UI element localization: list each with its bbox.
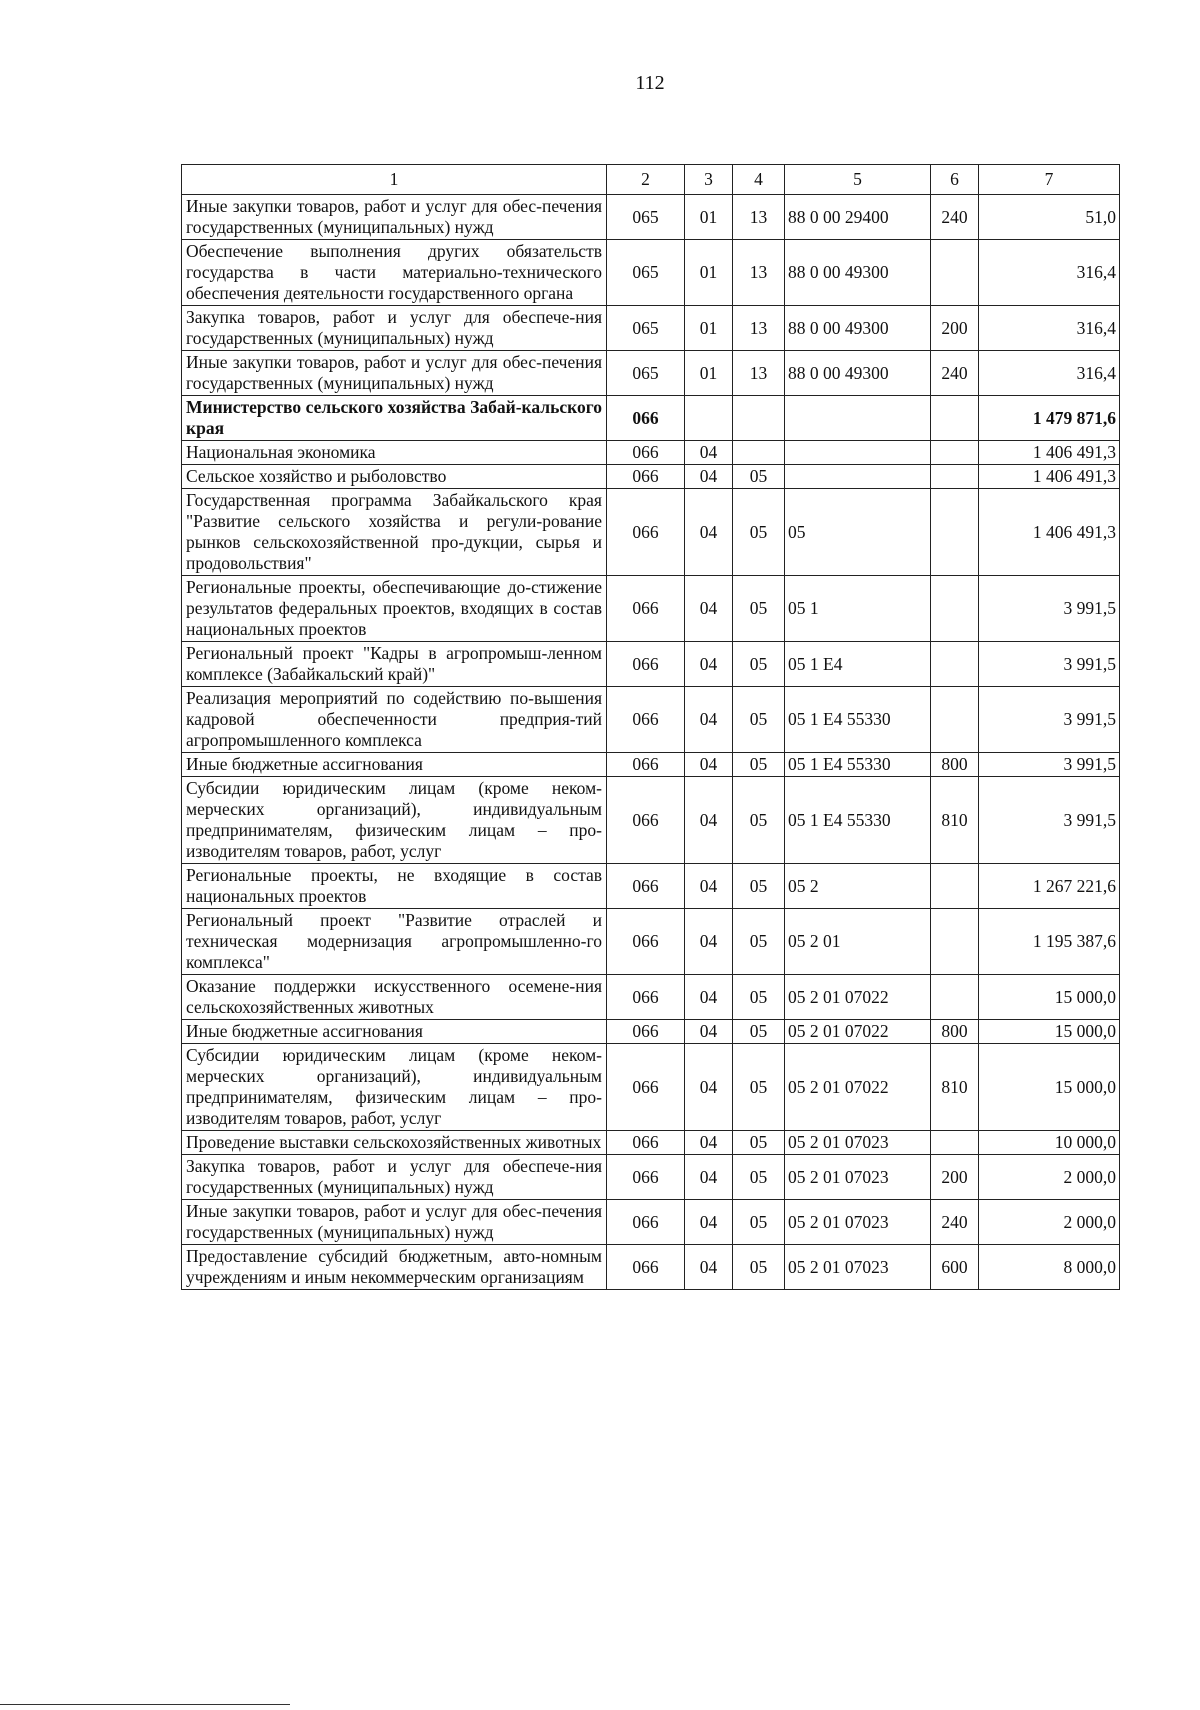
row-target-article-cell [785, 396, 931, 441]
row-amount-cell: 1 406 491,3 [979, 465, 1120, 489]
table-row [182, 1200, 1120, 1245]
row-amount-cell: 1 406 491,3 [979, 489, 1120, 576]
row-target-article-cell: 88 0 00 49300 [785, 351, 931, 396]
row-code-cell: 066 [607, 396, 685, 441]
row-amount-cell: 316,4 [979, 306, 1120, 351]
row-subsection-cell: 05 [733, 687, 785, 753]
row-expense-type-cell: 200 [931, 1155, 979, 1200]
row-amount-cell: 2 000,0 [979, 1200, 1120, 1245]
row-code-cell: 066 [607, 864, 685, 909]
row-subsection-cell: 05 [733, 489, 785, 576]
row-code-cell: 065 [607, 195, 685, 240]
table-row [182, 1044, 1120, 1131]
row-expense-type-cell: 240 [931, 1200, 979, 1245]
row-amount-cell: 15 000,0 [979, 1044, 1120, 1131]
row-code-cell: 066 [607, 777, 685, 864]
row-subsection-cell: 05 [733, 642, 785, 687]
row-expense-type-cell [931, 396, 979, 441]
row-target-article-cell: 05 1 [785, 576, 931, 642]
row-name-cell: Иные закупки товаров, работ и услуг для обес-печения государственных (муниципальных) нужд [182, 351, 607, 396]
row-subsection-cell: 13 [733, 240, 785, 306]
row-amount-cell: 1 406 491,3 [979, 441, 1120, 465]
row-subsection-cell: 05 [733, 1020, 785, 1044]
header-cell-2: 2 [607, 165, 685, 195]
row-amount-cell: 316,4 [979, 240, 1120, 306]
row-code-cell: 066 [607, 576, 685, 642]
row-section-cell [685, 396, 733, 441]
row-section-cell: 04 [685, 576, 733, 642]
header-cell-5: 5 [785, 165, 931, 195]
row-target-article-cell: 05 2 01 07023 [785, 1245, 931, 1290]
row-name-cell: Закупка товаров, работ и услуг для обеспече-ния государственных (муниципальных) нужд [182, 306, 607, 351]
row-target-article-cell: 05 2 01 07023 [785, 1200, 931, 1245]
table-row [182, 195, 1120, 240]
row-subsection-cell: 05 [733, 777, 785, 864]
row-name-cell: Субсидии юридическим лицам (кроме неком-мерческих организаций), индивидуальным предпринимателям, физическим лицам – про-изводителям товаров, работ, услуг [182, 1044, 607, 1131]
row-target-article-cell: 05 2 01 07022 [785, 975, 931, 1020]
row-expense-type-cell: 800 [931, 753, 979, 777]
row-target-article-cell: 05 2 01 07023 [785, 1155, 931, 1200]
row-expense-type-cell: 240 [931, 195, 979, 240]
row-expense-type-cell [931, 975, 979, 1020]
row-name-cell: Государственная программа Забайкальского края "Развитие сельского хозяйства и регули-рование рынков сельскохозяйственной про-дукции, сырья и продовольствия" [182, 489, 607, 576]
row-amount-cell: 3 991,5 [979, 753, 1120, 777]
row-code-cell: 066 [607, 753, 685, 777]
row-name-cell: Проведение выставки сельскохозяйственных животных [182, 1131, 607, 1155]
row-code-cell: 066 [607, 1044, 685, 1131]
row-expense-type-cell [931, 465, 979, 489]
row-amount-cell: 8 000,0 [979, 1245, 1120, 1290]
table-row [182, 1020, 1120, 1044]
row-subsection-cell: 05 [733, 1131, 785, 1155]
row-name-cell: Региональные проекты, обеспечивающие до-стижение результатов федеральных проектов, входящих в состав национальных проектов [182, 576, 607, 642]
row-section-cell: 01 [685, 306, 733, 351]
table-row [182, 1155, 1120, 1200]
row-expense-type-cell [931, 864, 979, 909]
table-row [182, 1245, 1120, 1290]
row-subsection-cell: 13 [733, 306, 785, 351]
table-header-row [182, 165, 1120, 195]
row-code-cell: 066 [607, 441, 685, 465]
row-name-cell: Закупка товаров, работ и услуг для обеспече-ния государственных (муниципальных) нужд [182, 1155, 607, 1200]
row-code-cell: 066 [607, 1245, 685, 1290]
row-section-cell: 04 [685, 441, 733, 465]
row-name-cell: Иные закупки товаров, работ и услуг для обес-печения государственных (муниципальных) нужд [182, 1200, 607, 1245]
table-row [182, 753, 1120, 777]
row-section-cell: 04 [685, 1131, 733, 1155]
row-expense-type-cell [931, 441, 979, 465]
header-cell-7: 7 [979, 165, 1120, 195]
table-row [182, 909, 1120, 975]
table-row [182, 465, 1120, 489]
row-expense-type-cell: 240 [931, 351, 979, 396]
table-row [182, 306, 1120, 351]
row-code-cell: 066 [607, 1020, 685, 1044]
row-name-cell: Субсидии юридическим лицам (кроме неком-мерческих организаций), индивидуальным предпринимателям, физическим лицам – про-изводителям товаров, работ, услуг [182, 777, 607, 864]
row-expense-type-cell: 810 [931, 777, 979, 864]
row-subsection-cell: 05 [733, 1200, 785, 1245]
row-amount-cell: 2 000,0 [979, 1155, 1120, 1200]
row-section-cell: 04 [685, 975, 733, 1020]
row-amount-cell: 1 479 871,6 [979, 396, 1120, 441]
row-subsection-cell: 05 [733, 1245, 785, 1290]
row-code-cell: 066 [607, 1200, 685, 1245]
table-row [182, 975, 1120, 1020]
row-amount-cell: 1 195 387,6 [979, 909, 1120, 975]
row-subsection-cell [733, 396, 785, 441]
row-target-article-cell: 05 1 Е4 [785, 642, 931, 687]
table-row [182, 240, 1120, 306]
row-amount-cell: 316,4 [979, 351, 1120, 396]
row-amount-cell: 3 991,5 [979, 642, 1120, 687]
row-code-cell: 066 [607, 465, 685, 489]
row-name-cell: Предоставление субсидий бюджетным, авто-номным учреждениям и иным некоммерческим организациям [182, 1245, 607, 1290]
row-name-cell: Региональные проекты, не входящие в состав национальных проектов [182, 864, 607, 909]
row-section-cell: 01 [685, 351, 733, 396]
row-target-article-cell: 05 2 01 07022 [785, 1044, 931, 1131]
row-target-article-cell: 05 [785, 489, 931, 576]
row-amount-cell: 10 000,0 [979, 1131, 1120, 1155]
row-name-cell: Иные закупки товаров, работ и услуг для обес-печения государственных (муниципальных) нужд [182, 195, 607, 240]
row-section-cell: 04 [685, 1245, 733, 1290]
row-expense-type-cell: 810 [931, 1044, 979, 1131]
row-name-cell: Обеспечение выполнения других обязательств государства в части материально-технического обеспечения деятельности государственного органа [182, 240, 607, 306]
row-section-cell: 04 [685, 777, 733, 864]
row-expense-type-cell: 200 [931, 306, 979, 351]
row-code-cell: 066 [607, 489, 685, 576]
row-target-article-cell: 05 1 Е4 55330 [785, 777, 931, 864]
row-expense-type-cell [931, 687, 979, 753]
row-name-cell: Региональный проект "Развитие отраслей и техническая модернизация агропромышленно-го комплекса" [182, 909, 607, 975]
row-expense-type-cell: 600 [931, 1245, 979, 1290]
row-expense-type-cell [931, 642, 979, 687]
row-section-cell: 01 [685, 195, 733, 240]
table-row [182, 441, 1120, 465]
header-cell-6: 6 [931, 165, 979, 195]
row-code-cell: 065 [607, 351, 685, 396]
row-code-cell: 065 [607, 240, 685, 306]
row-amount-cell: 3 991,5 [979, 777, 1120, 864]
table-row [182, 777, 1120, 864]
row-amount-cell: 51,0 [979, 195, 1120, 240]
table-row [182, 396, 1120, 441]
row-section-cell: 04 [685, 909, 733, 975]
row-subsection-cell: 05 [733, 909, 785, 975]
page-number: 112 [635, 72, 665, 94]
row-name-cell: Министерство сельского хозяйства Забай-кальского края [182, 396, 607, 441]
row-section-cell: 01 [685, 240, 733, 306]
row-name-cell: Иные бюджетные ассигнования [182, 1020, 607, 1044]
row-section-cell: 04 [685, 465, 733, 489]
footer-rule [0, 1704, 290, 1705]
row-expense-type-cell: 800 [931, 1020, 979, 1044]
row-subsection-cell: 05 [733, 465, 785, 489]
row-amount-cell: 3 991,5 [979, 576, 1120, 642]
row-section-cell: 04 [685, 1155, 733, 1200]
row-section-cell: 04 [685, 687, 733, 753]
row-name-cell: Сельское хозяйство и рыболовство [182, 465, 607, 489]
row-name-cell: Реализация мероприятий по содействию по-вышения кадровой обеспеченности предприя-тий агропромышленного комплекса [182, 687, 607, 753]
row-amount-cell: 1 267 221,6 [979, 864, 1120, 909]
row-section-cell: 04 [685, 1200, 733, 1245]
row-target-article-cell: 05 2 01 07023 [785, 1131, 931, 1155]
row-subsection-cell: 05 [733, 1044, 785, 1131]
header-cell-1: 1 [182, 165, 607, 195]
header-cell-4: 4 [733, 165, 785, 195]
row-name-cell: Региональный проект "Кадры в агропромыш-ленном комплексе (Забайкальский край)" [182, 642, 607, 687]
row-subsection-cell: 13 [733, 351, 785, 396]
table-row [182, 687, 1120, 753]
table-row [182, 351, 1120, 396]
row-expense-type-cell [931, 240, 979, 306]
table-row [182, 1131, 1120, 1155]
row-code-cell: 066 [607, 1155, 685, 1200]
row-expense-type-cell [931, 489, 979, 576]
header-cell-3: 3 [685, 165, 733, 195]
table-row [182, 864, 1120, 909]
row-target-article-cell: 05 2 01 07022 [785, 1020, 931, 1044]
row-code-cell: 066 [607, 687, 685, 753]
row-name-cell: Национальная экономика [182, 441, 607, 465]
row-subsection-cell [733, 441, 785, 465]
row-code-cell: 066 [607, 642, 685, 687]
row-section-cell: 04 [685, 489, 733, 576]
row-name-cell: Иные бюджетные ассигнования [182, 753, 607, 777]
row-target-article-cell: 88 0 00 29400 [785, 195, 931, 240]
row-target-article-cell: 05 1 Е4 55330 [785, 687, 931, 753]
budget-table [181, 164, 1120, 1290]
row-subsection-cell: 05 [733, 1155, 785, 1200]
row-expense-type-cell [931, 909, 979, 975]
row-subsection-cell: 05 [733, 576, 785, 642]
row-expense-type-cell [931, 1131, 979, 1155]
row-target-article-cell [785, 441, 931, 465]
row-target-article-cell: 88 0 00 49300 [785, 240, 931, 306]
table-row [182, 642, 1120, 687]
table-row [182, 489, 1120, 576]
row-name-cell: Оказание поддержки искусственного осемене-ния сельскохозяйственных животных [182, 975, 607, 1020]
row-code-cell: 065 [607, 306, 685, 351]
row-target-article-cell: 05 2 01 [785, 909, 931, 975]
row-amount-cell: 15 000,0 [979, 1020, 1120, 1044]
table-body [182, 165, 1120, 1290]
row-section-cell: 04 [685, 1044, 733, 1131]
row-code-cell: 066 [607, 1131, 685, 1155]
row-target-article-cell: 88 0 00 49300 [785, 306, 931, 351]
row-section-cell: 04 [685, 753, 733, 777]
row-amount-cell: 15 000,0 [979, 975, 1120, 1020]
row-code-cell: 066 [607, 909, 685, 975]
row-subsection-cell: 05 [733, 864, 785, 909]
row-section-cell: 04 [685, 642, 733, 687]
row-subsection-cell: 05 [733, 975, 785, 1020]
row-subsection-cell: 05 [733, 753, 785, 777]
table-row [182, 576, 1120, 642]
row-amount-cell: 3 991,5 [979, 687, 1120, 753]
row-target-article-cell: 05 1 Е4 55330 [785, 753, 931, 777]
row-section-cell: 04 [685, 1020, 733, 1044]
row-subsection-cell: 13 [733, 195, 785, 240]
row-expense-type-cell [931, 576, 979, 642]
row-target-article-cell [785, 465, 931, 489]
row-section-cell: 04 [685, 864, 733, 909]
row-code-cell: 066 [607, 975, 685, 1020]
row-target-article-cell: 05 2 [785, 864, 931, 909]
